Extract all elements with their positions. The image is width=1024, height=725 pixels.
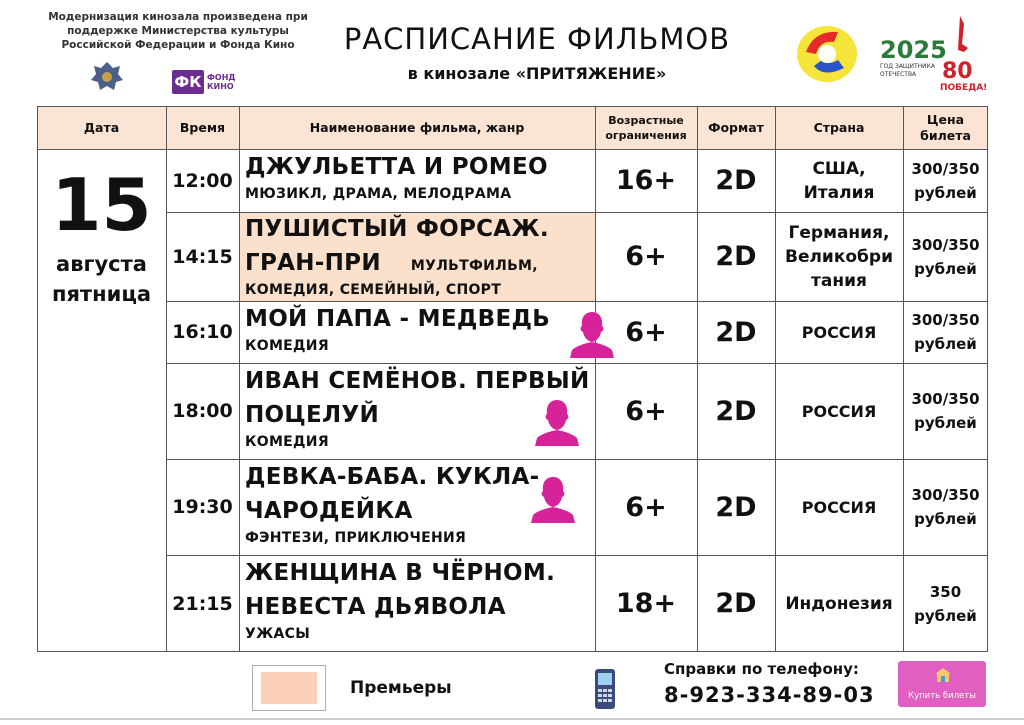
year-logo-caption-1: ГОД ЗАЩИТНИКА bbox=[880, 63, 936, 70]
country-line: Германия, bbox=[788, 222, 890, 243]
premiere-legend-swatch bbox=[252, 665, 326, 711]
film-title: ПОЦЕЛУЙ bbox=[245, 402, 380, 428]
film-genre-inline: МУЛЬТФИЛЬМ, bbox=[410, 258, 538, 274]
fk-caption-line: КИНО bbox=[207, 82, 234, 91]
russian-film-bust-icon bbox=[531, 475, 575, 523]
age-rating: 6+ bbox=[625, 491, 667, 523]
weekday-name: пятница bbox=[51, 282, 152, 306]
notice-line: поддержке Министерства культуры bbox=[67, 25, 289, 37]
ticket-price bbox=[903, 555, 988, 652]
fk-caption-line: ФОНД bbox=[207, 73, 236, 82]
buy-tickets-label: Купить билеты bbox=[908, 691, 976, 701]
country-line: Италия bbox=[803, 182, 875, 203]
fk-logo-mark: ФК bbox=[172, 70, 204, 94]
page-title: РАСПИСАНИЕ ФИЛЬМОВ bbox=[343, 22, 731, 56]
film-country: РОССИЯ bbox=[801, 322, 877, 342]
showtime: 12:00 bbox=[172, 169, 233, 192]
date-cell bbox=[37, 149, 166, 652]
price-line: 300/350 bbox=[911, 311, 980, 329]
film-cell bbox=[245, 150, 591, 204]
film-title: ЧАРОДЕЙКА bbox=[245, 498, 413, 524]
premiere-legend-fill bbox=[261, 672, 317, 704]
film-title: ПУШИСТЫЙ ФОРСАЖ. bbox=[245, 216, 549, 242]
cinema-fund-logo-icon bbox=[794, 22, 860, 86]
price-line: рублей bbox=[914, 183, 977, 202]
age-rating: 18+ bbox=[615, 588, 677, 619]
film-title: ДЕВКА-БАБА. КУКЛА- bbox=[245, 464, 540, 490]
age-rating: 16+ bbox=[615, 165, 677, 196]
notice-line: Модернизация кинозала произведена при bbox=[48, 11, 308, 23]
year-logo-year: 2025 bbox=[880, 36, 947, 64]
price-line: рублей bbox=[914, 259, 977, 278]
film-genre: МЮЗИКЛ, ДРАМА, МЕЛОДРАМА bbox=[245, 186, 512, 202]
film-title: ЖЕНЩИНА В ЧЁРНОМ. bbox=[245, 560, 556, 586]
film-cell bbox=[245, 302, 591, 356]
film-format: 2D bbox=[715, 316, 757, 348]
price-line: рублей bbox=[914, 414, 977, 432]
price-line: 300/350 bbox=[911, 486, 980, 504]
schedule-table bbox=[37, 106, 988, 652]
header-format: Формат bbox=[708, 119, 764, 135]
film-country: Индонезия bbox=[785, 593, 893, 614]
showtime: 21:15 bbox=[172, 592, 233, 615]
film-title: ГРАН-ПРИ bbox=[245, 250, 381, 276]
price-line: 300/350 bbox=[911, 390, 980, 408]
ticket-price bbox=[903, 149, 988, 212]
ministry-emblem-icon bbox=[90, 60, 124, 96]
header-film: Наименование фильма, жанр bbox=[309, 119, 525, 135]
header-price-line: Цена bbox=[926, 111, 965, 127]
film-country: РОССИЯ bbox=[801, 401, 877, 421]
ticket-price bbox=[903, 459, 988, 555]
help-label: Справки по телефону: bbox=[664, 660, 859, 678]
film-genre: ФЭНТЕЗИ, ПРИКЛЮЧЕНИЯ bbox=[245, 530, 467, 546]
header-price-line: билета bbox=[920, 127, 971, 143]
price-line: 300/350 bbox=[911, 235, 980, 254]
price-line: рублей bbox=[914, 606, 977, 625]
showtime: 14:15 bbox=[172, 245, 233, 268]
fk-logo-caption bbox=[207, 73, 236, 91]
film-format: 2D bbox=[715, 165, 757, 196]
ticket-house-icon bbox=[934, 667, 952, 683]
film-genre: УЖАСЫ bbox=[245, 626, 311, 642]
country-line: тания bbox=[811, 270, 867, 291]
price-line: 350 bbox=[929, 582, 962, 601]
film-genre: КОМЕДИЯ bbox=[245, 434, 329, 450]
header-time: Время bbox=[179, 119, 226, 135]
help-phone-number[interactable]: 8-923-334-89-03 bbox=[664, 683, 875, 707]
ticket-price bbox=[903, 212, 988, 301]
page-subtitle: в кинозале «ПРИТЯЖЕНИЕ» bbox=[407, 64, 667, 83]
film-title-line-2 bbox=[245, 246, 591, 280]
film-format: 2D bbox=[715, 491, 757, 523]
header-age-line: ограничения bbox=[605, 128, 687, 142]
fund-kino-logo bbox=[172, 70, 238, 96]
bottom-divider bbox=[0, 718, 1024, 720]
film-cell bbox=[245, 556, 591, 644]
month-name: августа bbox=[56, 252, 147, 276]
country-line: Великобри bbox=[784, 246, 894, 267]
film-genre: КОМЕДИЯ, СЕМЕЙНЫЙ, СПОРТ bbox=[245, 282, 502, 298]
showtime: 18:00 bbox=[172, 400, 233, 422]
price-line: 300/350 bbox=[911, 159, 980, 178]
film-format: 2D bbox=[715, 241, 757, 272]
year-logo-caption-2: ОТЕЧЕСТВА bbox=[880, 71, 917, 78]
header-price bbox=[903, 106, 988, 149]
film-genre: КОМЕДИЯ bbox=[245, 338, 329, 354]
header-country: Страна bbox=[813, 119, 865, 135]
film-title: МОЙ ПАПА - МЕДВЕДЬ bbox=[245, 306, 551, 332]
age-rating: 6+ bbox=[625, 395, 667, 427]
ticket-price bbox=[903, 301, 988, 363]
film-country: РОССИЯ bbox=[801, 497, 877, 517]
age-rating: 6+ bbox=[625, 316, 667, 348]
sponsor-notice bbox=[38, 10, 318, 52]
film-title: НЕВЕСТА ДЬЯВОЛА bbox=[245, 594, 506, 620]
header-age-line: Возрастные bbox=[608, 113, 684, 127]
film-country bbox=[775, 212, 903, 301]
country-line: США, bbox=[812, 158, 866, 179]
film-format: 2D bbox=[715, 588, 757, 619]
film-title: ИВАН СЕМЁНОВ. ПЕРВЫЙ bbox=[245, 368, 590, 394]
film-cell bbox=[245, 212, 591, 300]
victory-logo-word: ПОБЕДА! bbox=[940, 83, 988, 93]
header-age bbox=[595, 106, 697, 149]
premiere-legend-label: Премьеры bbox=[350, 678, 452, 698]
price-line: рублей bbox=[914, 510, 977, 528]
buy-tickets-button[interactable] bbox=[898, 661, 986, 707]
showtime: 19:30 bbox=[172, 496, 233, 518]
notice-line: Российской Федерации и Фонда Кино bbox=[61, 39, 295, 51]
header-date: Дата bbox=[83, 119, 120, 135]
age-rating: 6+ bbox=[625, 241, 667, 272]
film-title: ДЖУЛЬЕТТА И РОМЕО bbox=[245, 154, 548, 180]
film-country bbox=[775, 149, 903, 212]
film-format: 2D bbox=[715, 395, 757, 427]
victory-logo-number: 80 bbox=[942, 59, 973, 84]
price-line: рублей bbox=[914, 335, 977, 353]
day-number: 15 bbox=[51, 163, 152, 247]
mobile-phone-icon bbox=[592, 668, 618, 710]
showtime: 16:10 bbox=[172, 321, 233, 343]
russian-film-bust-icon bbox=[535, 398, 579, 446]
ticket-price bbox=[903, 363, 988, 459]
year-victory-logo bbox=[880, 14, 988, 94]
